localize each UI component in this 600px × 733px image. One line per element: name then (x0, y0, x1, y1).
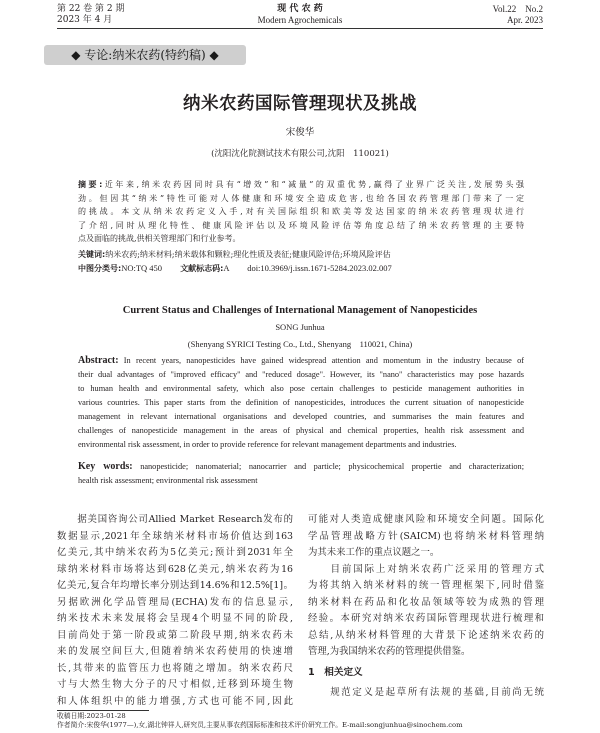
header-volume-en: Vol.22 No.2 (492, 4, 543, 14)
page-title: 纳米农药国际管理现状及挑战 (183, 94, 417, 114)
classification-line (78, 262, 392, 276)
body-line: 为其未来工作的重点议题之一。 (308, 547, 440, 558)
body-line: 和人体组织中的能力增强,方式也可能不同,因此 (57, 695, 293, 707)
author-cn: 宋俊华 (285, 127, 315, 138)
body-line: 长,其带来的监管压力也将随之增加。纳米农药尺 (57, 662, 293, 674)
abstract-cn-line: 点及面临的挑战,供相关管理部门和行业参考。 (78, 234, 241, 243)
doc-code: A (223, 263, 230, 273)
column-tag: ◆ 专论:纳米农药(特约稿) ◆ (44, 45, 246, 65)
author-en: SONG Junhua (275, 322, 325, 332)
abstract-en-line: management in relevant international organisations and developed countries, and summarises the main features and (78, 412, 524, 421)
body-line: 为将其纳入纳米材料的统一管理框架下,同时借鉴 (308, 580, 544, 591)
header-rule (57, 28, 543, 29)
title-en: Current Status and Challenges of International Management of Nanopesticides (122, 305, 478, 316)
header-date-en: Apr. 2023 (507, 15, 543, 25)
body-line: 球纳米材料市场将达到628亿美元,纳米农药为16 (57, 563, 293, 575)
abstract-en (78, 354, 524, 452)
keywords-en (78, 460, 524, 488)
header-date-cn: 2023 年 4 月 (57, 15, 113, 25)
affiliation-en: (Shenyang SYRICI Testing Co., Ltd., Shenyang 110021, China) (187, 339, 413, 349)
body-line: 亿美元,其中纳米农药为5亿美元;预计到2031年全 (57, 547, 293, 558)
body-line: 可能对人类造成健康风险和环境安全问题。国际化 (308, 514, 544, 525)
header-journal-cn: 现 代 农 药 (277, 4, 323, 14)
abstract-en-line: In recent years, nanopesticides have gained widespread attention and momentum in the industry because of (123, 356, 524, 365)
keywords-cn (78, 248, 524, 262)
header-volume-cn: 第 22 卷 第 2 期 (57, 4, 125, 14)
section-heading: 1 相关定义 (308, 666, 363, 678)
header-journal-en: Modern Agrochemicals (257, 15, 343, 25)
abstract-en-label: Abstract: (78, 355, 119, 366)
keywords-en-label: Key words: (78, 461, 133, 472)
abstract-en-line: their dual advantages of "improved efficacy" and "reduced dosage". However, its "nano" characteristics may pose hazards (78, 370, 524, 379)
abstract-cn-line: 的挑战。本文从纳米农药定义入手,对有关国际组织和欧美等发达国家的纳米农药管理现状进行 (78, 207, 524, 216)
body-line: 管理,为我国纳米农药的管理提供借鉴。 (308, 646, 471, 657)
body-line: 另据欧洲化学品管理局(ECHA)发布的信息显示, (57, 596, 293, 608)
body-left-column (57, 512, 293, 710)
abstract-cn-label: 摘要: (78, 180, 103, 189)
abstract-en-line: challenges of nanopesticide management in the areas of physical and chemical properties, health risk assessment and (78, 426, 524, 435)
body-line: 目前国际上对纳米农药广泛采用的管理方式 (308, 563, 544, 575)
keywords-en-text: nanopesticide; nanomaterial; nanocarrier and particle; physicochemical propertie and characterization; (140, 462, 525, 471)
body-line: 据美国咨询公司Allied Market Research发布的 (57, 514, 293, 525)
body-right-column (308, 512, 544, 702)
abstract-cn (78, 178, 524, 246)
body-line: 来的发展空间巨大,但随着纳米农药使用的快速增 (57, 646, 293, 657)
body-line: 纳米材料在药品和化妆品领域等较为成熟的管理 (308, 596, 544, 608)
clc-label: 中图分类号: (78, 264, 122, 273)
body-line: 亿美元,复合年均增长率分别达到14.6%和12.5%[1]。 (57, 580, 293, 591)
body-line: 寸与大然生物大分子的尺寸相似,迁移到环境生物 (57, 679, 293, 690)
clc-code: NO:TQ 450 (121, 263, 163, 273)
affiliation-cn: (沈阳沈化院测试技术有限公司,沈阳 110021) (211, 149, 389, 159)
footnote-received: 收稿日期:2023-01-28 (57, 712, 126, 720)
body-line: 纳米技术未来发展将会呈现4个明显不同的阶段, (57, 613, 293, 624)
doc-code-label: 文献标志码: (180, 264, 224, 273)
abstract-cn-line: 近年来,纳米农药因同时具有“增效”和“减量”的双重优势,赢得了业界广泛关注,发展势头强 (102, 180, 524, 189)
keywords-cn-text: 纳米农药;纳米材料;纳米载体和颗粒;理化性质及表征;健康风险评估;环境风险评估 (105, 250, 391, 259)
footnote-rule (57, 710, 149, 711)
body-line: 目前尚处于第一阶段或第二阶段早期,纳米农药未 (57, 629, 293, 641)
abstract-cn-line: 劲。但因其“纳米”特性可能对人体健康和环境安全造成危害,也给各国农药管理部门带来了一定 (78, 193, 524, 203)
abstract-en-line: various countries. This paper starts from the definition of nanopesticides, introduces the current situation of nanopesticide (78, 398, 524, 407)
body-line: 经验。本研究对纳米农药国际管理现状进行梳理和 (308, 613, 544, 624)
keywords-en-text: health risk assessment; environmental risk assessment (78, 476, 258, 485)
doi: doi:10.3969/j.issn.1671-5284.2023.02.007 (247, 263, 392, 273)
abstract-en-line: to human health and environmental safety, which also pose certain challenges to pesticide management authorities in (78, 384, 524, 393)
body-line: 规范定义是起草所有法规的基础,目前尚无统 (308, 687, 544, 698)
abstract-en-line: environmental risk assessment, in order to provide reference for relevant management departments and industries. (78, 440, 457, 449)
keywords-cn-label: 关键词: (78, 250, 106, 259)
footnote-author-bio: 作者简介:宋俊华(1977—),女,湖北钟祥人,研究员,主要从事农药国际标准和技术评价研究工作。E-mail:songjunhua@sinochem.com (57, 721, 463, 729)
body-line: 学品管理战略方针(SAICM)也将纳米材料管理纳 (308, 530, 544, 542)
abstract-cn-line: 了介绍,同时从理化特性、健康风险评估以及环境风险评估等角度总结了纳米农药管理的主要特 (78, 220, 524, 230)
body-line: 总结,从纳米材料管理的大背景下论述纳米农药的 (308, 629, 544, 641)
body-line: 数据显示,2021年全球纳米材料市场价值达到163 (57, 530, 293, 542)
